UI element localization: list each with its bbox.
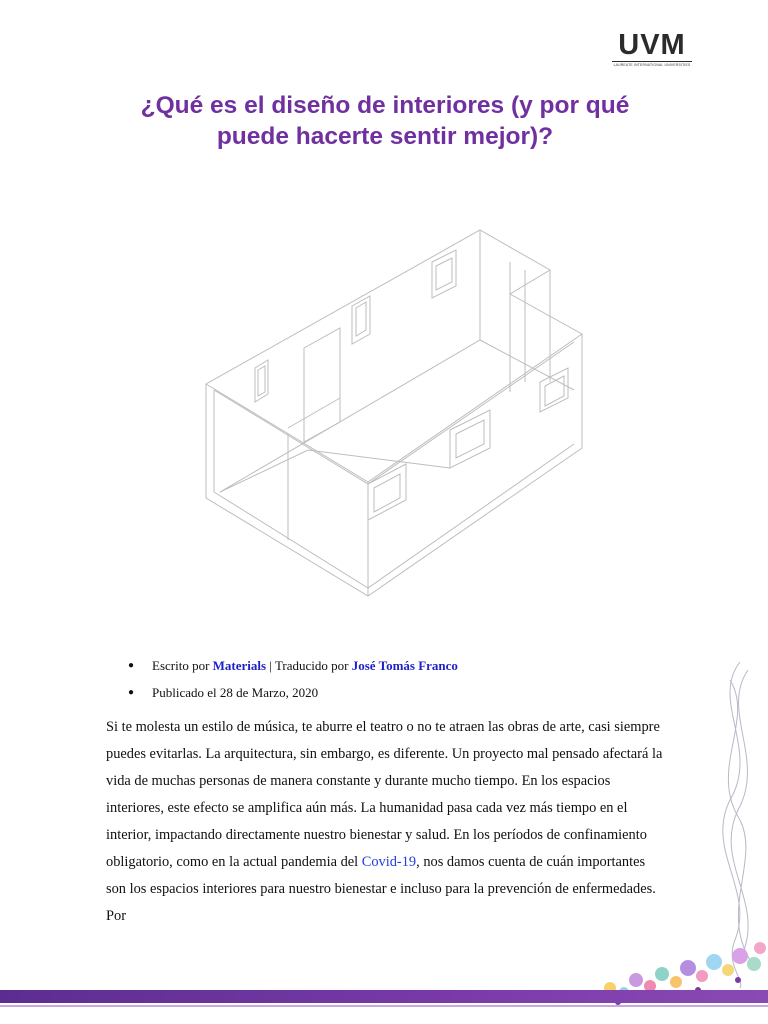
logo-subtitle: LAUREATE INTERNATIONAL UNIVERSITIES	[613, 63, 691, 67]
bullet-icon: ●	[128, 687, 135, 698]
uvm-logo	[612, 30, 692, 70]
footer-bar	[0, 990, 768, 1003]
article-body	[106, 714, 666, 930]
article-meta-list	[128, 652, 458, 706]
meta-item-author	[128, 652, 458, 679]
body-text-part-2: , nos damos cuenta de cuán importantes son los espacios interiores para nuestro bienestar e incluso para la prevención de enfermedades. Por	[106, 854, 656, 924]
logo-text: UVM	[618, 29, 686, 61]
title-line-2: puede hacerte sentir mejor)?	[216, 123, 554, 150]
meta-item-date	[128, 679, 458, 706]
title-line-1: ¿Qué es el diseño de interiores (y por qué	[140, 92, 630, 119]
footer-line	[0, 1005, 768, 1007]
window-frames	[255, 250, 568, 520]
written-by-prefix: Escrito por	[152, 658, 213, 673]
bullet-icon: ●	[128, 660, 135, 671]
page-title	[90, 90, 680, 152]
author-link[interactable]: Materials	[212, 658, 267, 673]
interior-wireframe-image	[200, 222, 590, 607]
published-date: Publicado el 28 de Marzo, 2020	[152, 685, 319, 700]
covid-link[interactable]: Covid-19	[361, 854, 417, 870]
room-outline	[206, 230, 582, 596]
body-text-part-1: Si te molesta un estilo de música, te aburre el teatro o no te atraen las obras de arte, casi siempre puedes evitarlas. La arquitectura, sin embargo, es diferente. Un proyecto mal pensado afectará la vida de muchas personas de manera constante y durante mucho tiempo. En los espacios interiores, este efecto se amplifica aún más. La humanidad pasa cada vez más tiempo en el interior, impactando directamente nuestro bienestar y salud. En los períodos de confinamiento obligatorio, como en la actual pandemia del	[106, 719, 663, 870]
translated-by-prefix: | Traducido por	[266, 658, 352, 673]
translator-link[interactable]: José Tomás Franco	[351, 658, 458, 673]
